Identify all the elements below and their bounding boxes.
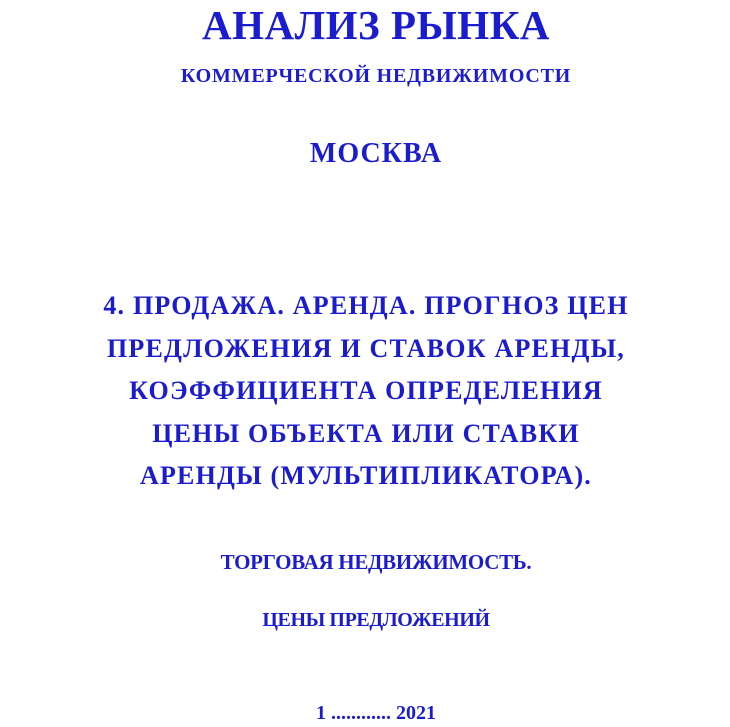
section-heading-line: АРЕНДЫ (МУЛЬТИПЛИКАТОРА). [139, 461, 593, 490]
section-heading-line: ЦЕНЫ ОБЪЕКТА ИЛИ СТАВКИ [152, 418, 580, 448]
document-subtitle: КОММЕРЧЕСКОЙ НЕДВИЖИМОСТИ [180, 65, 572, 87]
section-heading-line: ПРЕДЛОЖЕНИЯ И СТАВОК АРЕНДЫ, [106, 333, 626, 363]
city-heading: МОСКВА [309, 138, 443, 169]
section-heading-line: 4. ПРОДАЖА. АРЕНДА. ПРОГНОЗ ЦЕН [103, 291, 629, 320]
price-type: ЦЕНЫ ПРЕДЛОЖЕНИЙ [262, 609, 490, 631]
section-heading [0, 285, 708, 498]
document-date: 1 ............ 2021 [316, 702, 436, 724]
section-heading-line: КОЭФФИЦИЕНТА ОПРЕДЕЛЕНИЯ [129, 376, 603, 405]
document-title: АНАЛИЗ РЫНКА [202, 2, 550, 48]
market-segment: ТОРГОВАЯ НЕДВИЖИМОСТЬ. [220, 550, 532, 574]
